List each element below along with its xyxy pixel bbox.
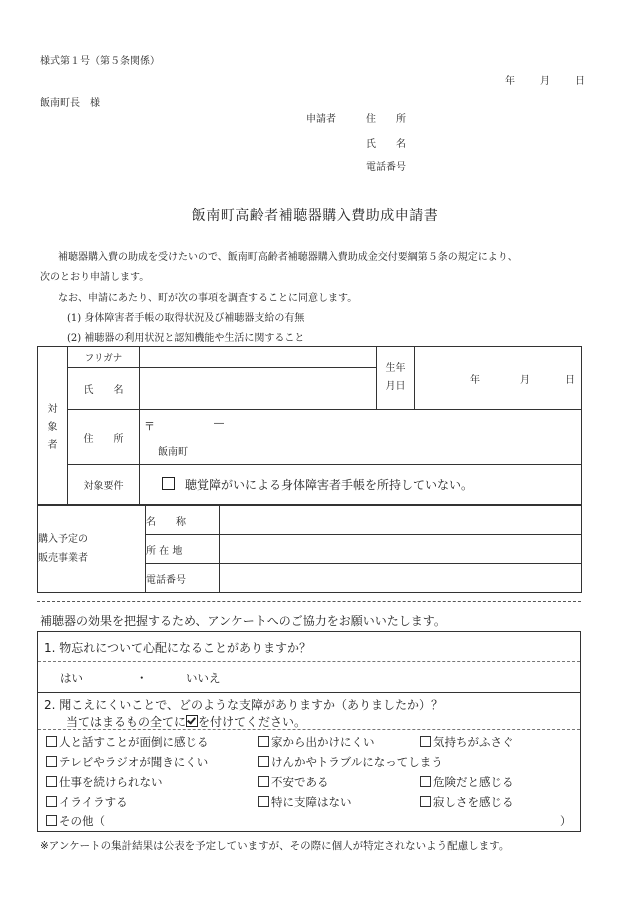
question-2-divider (38, 729, 580, 730)
survey-intro: 補聴器の効果を把握するため、アンケートへのご協力をお願いいたします。 (40, 614, 446, 628)
option-item[interactable] (46, 794, 128, 810)
subject-table (37, 346, 582, 505)
birth-year-label: 年 (470, 375, 480, 386)
vendor-phone-field[interactable] (220, 564, 582, 593)
applicant-label: 申請者 (306, 114, 336, 125)
birth-label-line-1: 生年 (385, 363, 406, 374)
instruction-part-2: を付けてください。 (198, 715, 307, 729)
subject-char-1: 対 (47, 403, 58, 415)
checkbox[interactable] (420, 796, 431, 807)
requirement-label: 対象要件 (68, 465, 140, 505)
vendor-table (37, 505, 582, 593)
birth-day-label: 日 (565, 375, 575, 386)
checkbox[interactable] (46, 756, 57, 767)
date-year-label: 年 (505, 76, 515, 87)
vendor-location-label: 所 在 地 (146, 535, 220, 564)
checkbox[interactable] (46, 815, 57, 826)
option-label: 寂しさを感じる (433, 795, 514, 809)
subject-char-3: 者 (47, 439, 58, 451)
option-item[interactable] (46, 774, 163, 790)
option-other-close: ） (560, 814, 572, 828)
address-field[interactable] (140, 410, 582, 465)
vendor-name-label: 名 称 (146, 506, 220, 535)
requirement-cell (140, 465, 582, 505)
option-item[interactable] (258, 754, 443, 770)
check-mark-icon (186, 715, 198, 727)
furigana-field[interactable] (140, 347, 377, 368)
vendor-phone-label: 電話番号 (146, 564, 220, 593)
option-item[interactable] (46, 754, 208, 770)
birth-label-line-2: 月日 (385, 381, 406, 392)
vendor-label-line-2: 販売事業者 (38, 553, 88, 564)
option-item[interactable] (258, 794, 352, 810)
date-day-label: 日 (575, 76, 585, 87)
option-item[interactable] (258, 734, 375, 750)
option-label: 仕事を続けられない (59, 775, 163, 789)
option-label: けんかやトラブルになってしまう (271, 755, 443, 769)
address-label: 住 所 (68, 410, 140, 465)
addressee: 飯南町長 様 (40, 98, 100, 109)
checkbox[interactable] (258, 776, 269, 787)
birth-date-field[interactable] (415, 347, 582, 410)
question-1-divider (38, 661, 580, 662)
option-item[interactable] (46, 734, 209, 750)
date-month-label: 月 (540, 76, 550, 87)
option-other-label: その他（ (59, 814, 105, 828)
option-label: 気持ちがふさぐ (433, 735, 514, 749)
body-line-2: 次のとおり申請します。 (40, 272, 150, 283)
option-item[interactable] (258, 774, 329, 790)
postal-mark: 〒 (144, 420, 155, 433)
option-item[interactable] (420, 734, 514, 750)
option-label: 家から出かけにくい (271, 735, 375, 749)
vendor-label-cell (38, 506, 146, 593)
answer-separator: ・ (136, 671, 148, 685)
requirement-checkbox[interactable] (162, 477, 175, 490)
checkbox[interactable] (46, 736, 57, 747)
question-1-text: 1. 物忘れについて心配になることがありますか？ (44, 641, 312, 655)
option-label: 危険だと感じる (433, 775, 514, 789)
option-label: 不安である (271, 775, 329, 789)
option-label: テレビやラジオが聞きにくい (59, 755, 209, 769)
option-label: イライラする (59, 795, 128, 809)
checkbox[interactable] (258, 756, 269, 767)
option-item[interactable] (420, 774, 514, 790)
option-label: 特に支障はない (271, 795, 352, 809)
checkbox[interactable] (46, 776, 57, 787)
checkbox[interactable] (258, 796, 269, 807)
instruction-part-1: 当てはまるもの全てに (66, 715, 187, 729)
vendor-name-field[interactable] (220, 506, 582, 535)
survey-note: ※アンケートの集計結果は公表を予定していますが、その際に個人が特定されないよう配慮します。 (40, 840, 510, 852)
birth-label-cell (377, 347, 415, 410)
vendor-label-line-1: 購入予定の (38, 534, 88, 545)
name-field[interactable] (140, 368, 377, 410)
body-line-1: 補聴器購入費の助成を受けたいので、飯南町高齢者補聴器購入費助成金交付要綱第５条の規定により、 (58, 252, 518, 263)
survey-divider (37, 601, 581, 602)
checkbox[interactable] (258, 736, 269, 747)
option-other[interactable] (46, 813, 105, 829)
option-label: 人と話すことが面倒に感じる (59, 735, 209, 749)
consent-item-2: (2) 補聴器の利用状況と認知機能や生活に関すること (67, 333, 305, 344)
question-2-instruction (66, 713, 306, 730)
checkbox[interactable] (420, 736, 431, 747)
town-name: 飯南町 (158, 447, 188, 458)
body-line-3: なお、申請にあたり、町が次の事項を調査することに同意します。 (58, 293, 358, 304)
page-title: 飯南町高齢者補聴器購入費助成申請書 (191, 208, 439, 224)
checkbox[interactable] (420, 776, 431, 787)
answer-no[interactable]: いいえ (186, 671, 221, 685)
birth-month-label: 月 (520, 375, 530, 386)
question-2-box (37, 692, 581, 832)
postal-dash: ― (214, 418, 224, 429)
furigana-label: フリガナ (68, 347, 140, 368)
name-label: 氏 名 (68, 368, 140, 410)
question-2-text: 2. 聞こえにくいことで、どのような支障がありますか（ありましたか）？ (44, 698, 444, 712)
answer-yes[interactable]: はい (60, 671, 83, 685)
option-item[interactable] (420, 794, 514, 810)
requirement-text: 聴覚障がいによる身体障害者手帳を所持していない。 (185, 478, 474, 492)
consent-item-1: (1) 身体障害者手帳の取得状況及び補聴器支給の有無 (67, 313, 305, 324)
applicant-phone-label: 電話番号 (366, 162, 406, 173)
form-number: 様式第１号（第５条関係） (40, 56, 160, 67)
applicant-name-label: 氏 名 (366, 139, 406, 150)
vendor-location-field[interactable] (220, 535, 582, 564)
question-1-box (37, 631, 581, 693)
subject-label-cell (38, 347, 68, 505)
subject-char-2: 象 (47, 421, 58, 433)
checkbox[interactable] (46, 796, 57, 807)
applicant-address-label: 住 所 (366, 114, 406, 125)
